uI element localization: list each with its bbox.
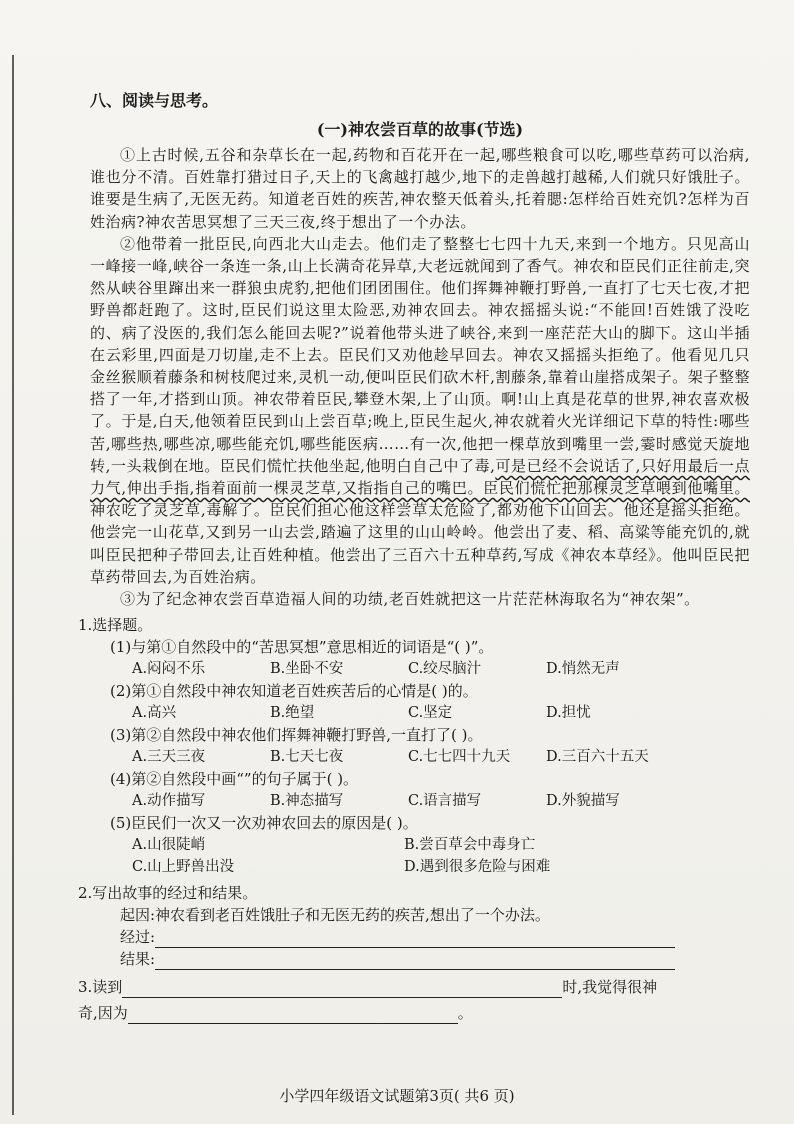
q3-line2-suffix: 。 bbox=[457, 1004, 473, 1023]
q1-stem-2: (2)第①自然段中神农知道老百姓疾苦后的心情是( )的。 bbox=[110, 682, 478, 701]
q3-line2-prefix: 奇,因为 bbox=[78, 1004, 128, 1023]
q2-result-row bbox=[120, 948, 750, 970]
option[interactable]: C.坚定 bbox=[408, 705, 453, 722]
option[interactable]: B.七天七夜 bbox=[270, 749, 344, 766]
q2-process-row bbox=[120, 926, 750, 948]
question-1-title: 1.选择题。 bbox=[78, 616, 153, 635]
option[interactable]: C.绞尽脑汁 bbox=[408, 661, 482, 678]
option[interactable]: B.神态描写 bbox=[270, 793, 344, 810]
q3-answer-line-2[interactable] bbox=[128, 1007, 458, 1024]
section-title: 八、阅读与思考。 bbox=[90, 91, 219, 110]
paragraph-1: ①上古时候,五谷和杂草长在一起,药物和百花开在一起,哪些粮食可以吃,哪些草药可以治病,谁也分不清。百姓靠打猎过日子,天上的飞禽越打越少,地下的走兽越打越稀,人们就只好饿肚子。谁要是生病了,无医无药。知道老百姓的疾苦,神农整天低着头,托着腮:怎样给百姓充饥?怎样为百姓治病?神农苦思冥想了三天三夜,终于想出了一个办法。 bbox=[90, 146, 750, 231]
paragraph-2 bbox=[90, 233, 750, 588]
q3-row-1 bbox=[78, 976, 750, 998]
q2-process-answer-line[interactable] bbox=[155, 931, 675, 948]
option[interactable]: B.坐卧不安 bbox=[270, 661, 344, 678]
option[interactable]: C.山上野兽出没 bbox=[132, 859, 235, 876]
q2-result-label: 结果: bbox=[120, 950, 156, 969]
option[interactable]: C.七七四十九天 bbox=[408, 749, 511, 766]
paragraph-2-part-b: 神农吃了灵芝草,毒解了。臣民们担心他这样尝草太危险了,都劝他下山回去。他还是摇头拒绝。他尝完一山花草,又到另一山去尝,踏遍了这里的山山岭岭。他尝出了麦、稻、高粱等能充饥的,就叫臣民把种子带回去,让百姓种植。他尝出了三百六十五种草药,写成《神农本草经》。他叫臣民把草药带回去,为百姓治病。 bbox=[90, 501, 750, 586]
q2-process-label: 经过: bbox=[120, 928, 156, 947]
q1-stem-4: (4)第②自然段中画“”的句子属于( )。 bbox=[110, 770, 359, 789]
q1-stem-1: (1)与第①自然段中的“苦思冥想”意思相近的词语是“( )”。 bbox=[110, 638, 494, 657]
q3-prefix: 3.读到 bbox=[78, 978, 123, 997]
option[interactable]: C.语言描写 bbox=[408, 793, 482, 810]
q1-options-4 bbox=[132, 790, 750, 812]
q3-suffix: 时,我觉得很神 bbox=[562, 978, 658, 997]
paragraph-2-part-a: ②他带着一批臣民,向西北大山走去。他们走了整整七七四十九天,来到一个地方。只见高山一峰接一峰,峡谷一条连一条,山上长满奇花异草,大老远就闻到了香气。神农和臣民们正往前走,突然从峡谷里蹿出来一群狼虫虎豹,把他们团团围住。他们挥舞神鞭打野兽,一直打了七天七夜,才把野兽都赶跑了。这时,臣民们说这里太险恶,劝神农回去。神农摇摇头说:“不能回!百姓饿了没吃的、病了没医的,我们怎么能回去呢?”说着他带头进了峡谷,来到一座茫茫大山的脚下。这山半插在云彩里,四面是刀切崖,走不上去。臣民们又劝他趁早回去。神农又摇摇头拒绝了。他看见几只金丝猴顺着藤条和树枝爬过来,灵机一动,便叫臣民们砍木杆,割藤条,靠着山崖搭成架子。架子整整搭了一年,才搭到山顶。神农带着臣民,攀登木架,上了山顶。啊!山上真是花草的世界,神农喜欢极了。于是,白天,他领着臣民到山上尝百草;晚上,臣民生起火,神农就着火光详细记下草的特性:哪些苦,哪些热,哪些凉,哪些能充饥,哪些能医病……有一次,他把一棵草放到嘴里一尝,霎时感觉天旋地转,一头栽倒在地。臣民们慌忙扶他坐起,他明白自己中了毒, bbox=[90, 234, 750, 475]
q2-result-answer-line[interactable] bbox=[155, 953, 675, 970]
reading-section bbox=[78, 88, 750, 1024]
q1-stem-3: (3)第②自然段中神农他们挥舞神鞭打野兽,一直打了( )。 bbox=[110, 726, 483, 745]
q2-cause: 起因:神农看到老百姓饿肚子和无医无药的疾苦,想出了一个办法。 bbox=[120, 906, 550, 925]
option[interactable]: A.山很陡峭 bbox=[132, 837, 206, 854]
option[interactable]: A.动作描写 bbox=[132, 793, 206, 810]
paragraph-3: ③为了纪念神农尝百草造福人间的功绩,老百姓就把这一片茫茫林海取名为“神农架”。 bbox=[120, 590, 700, 609]
option[interactable]: B.尝百草会中毒身亡 bbox=[404, 837, 536, 854]
wavy-underlined-sentence: 可是已经不会说话了,只好用最后一点力气,伸出手指,指着面前一棵灵芝草,又指指自己的嘴巴。臣民们慌忙把那棵灵芝草喂到他嘴里。 bbox=[90, 456, 750, 498]
option[interactable]: A.三天三夜 bbox=[132, 749, 206, 766]
option[interactable]: D.三百六十五天 bbox=[546, 749, 649, 766]
q3-row-2 bbox=[78, 1002, 750, 1024]
option[interactable]: D.担忧 bbox=[546, 705, 591, 722]
q1-stem-5: (5)臣民们一次又一次劝神农回去的原因是( )。 bbox=[110, 814, 418, 833]
q1-options-1 bbox=[132, 658, 750, 680]
q1-options-3 bbox=[132, 746, 750, 768]
binding-margin-line bbox=[12, 55, 14, 1115]
q1-options-2 bbox=[132, 702, 750, 724]
option[interactable]: A.高兴 bbox=[132, 705, 177, 722]
story-title: (一)神农尝百草的故事(节选) bbox=[316, 120, 524, 139]
option[interactable]: D.遇到很多危险与困难 bbox=[404, 859, 551, 876]
option[interactable]: B.绝望 bbox=[270, 705, 315, 722]
option[interactable]: D.悄然无声 bbox=[546, 661, 620, 678]
question-2-title: 2.写出故事的经过和结果。 bbox=[78, 884, 258, 903]
q1-options-5 bbox=[132, 834, 750, 878]
q3-answer-line-1[interactable] bbox=[122, 981, 562, 998]
page-footer: 小学四年级语文试题第3页( 共6 页) bbox=[279, 1087, 515, 1105]
option[interactable]: D.外貌描写 bbox=[546, 793, 620, 810]
option[interactable]: A.闷闷不乐 bbox=[132, 661, 206, 678]
